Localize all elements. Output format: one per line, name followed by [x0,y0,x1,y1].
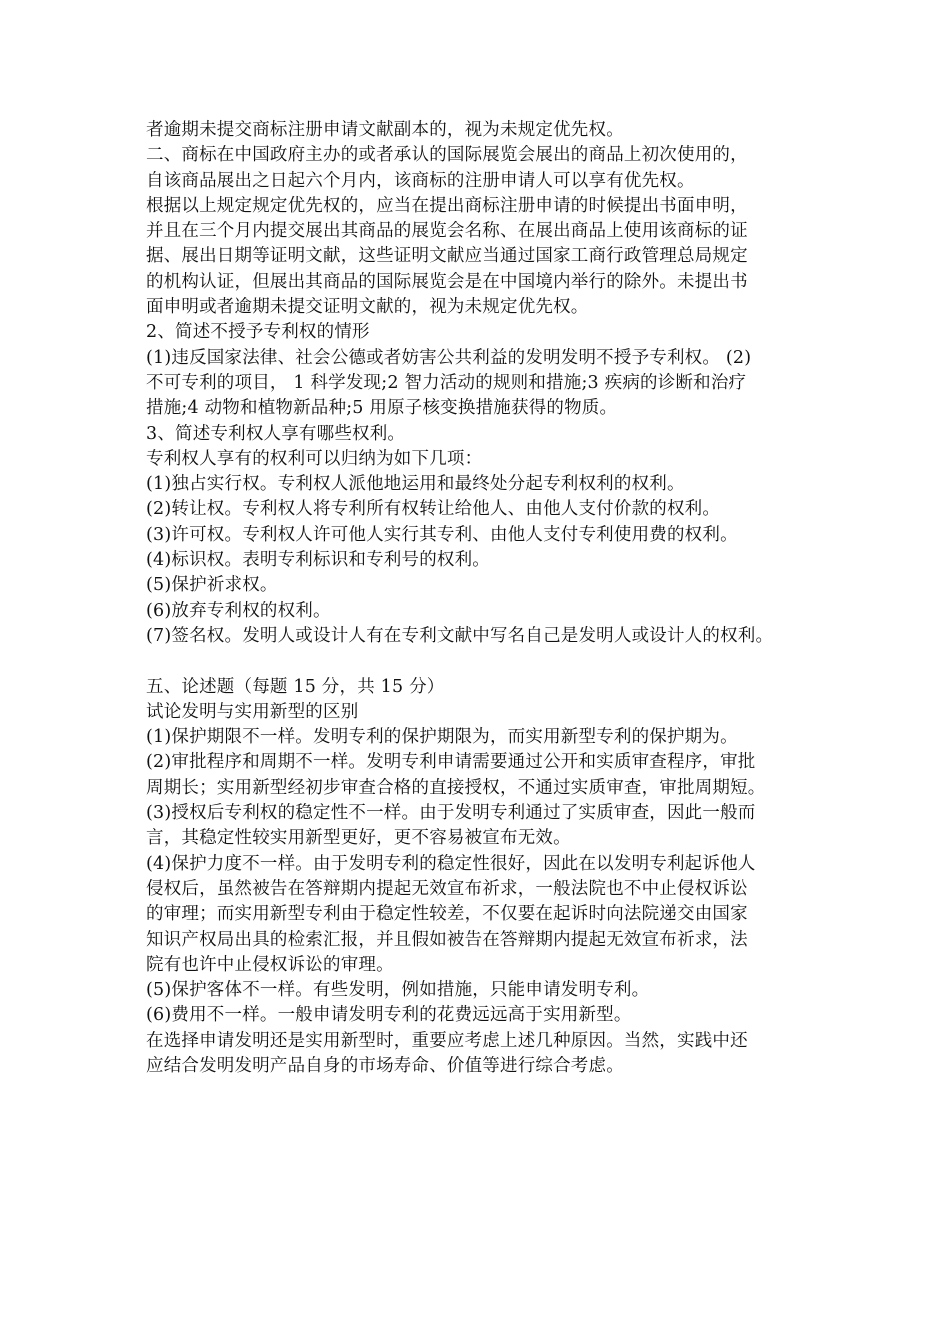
text-line: 言，其稳定性较实用新型更好，更不容易被宣布无效。 [146,828,571,849]
list-item: (1)独占实行权。专利权人派他地运用和最终处分起专利权利的权利。 [146,474,685,495]
question-title: 试论发明与实用新型的区别 [146,701,359,722]
no-patent-section [146,320,866,421]
essay-section [146,675,866,1080]
list-item: (5)保护祈求权。 [146,575,278,596]
list-item: (6)费用不一样。一般申请发明专利的花费远远高于实用新型。 [146,1005,632,1026]
section-heading: 3、简述专利权人享有哪些权利。 [146,423,406,444]
list-item: (2)转让权。专利权人将专利所有权转让给他人、由他人支付价款的权利。 [146,499,721,520]
section-heading: 2、简述不授予专利权的情形 [146,322,370,343]
text-line: 知识产权局出具的检索汇报，并且假如被告在答辩期内提起无效宣布祈求，法 [146,929,748,950]
text-line: 者逾期未提交商标注册申请文献副本的，视为未规定优先权。 [146,120,624,140]
list-item: (7)签名权。发明人或设计人有在专利文献中写名自己是发明人或设计人的权利。 [146,625,774,646]
text-line: 根据以上规定规定优先权的，应当在提出商标注册申请的时候提出书面申明， [146,195,748,216]
paragraph-gap [146,649,866,674]
text-line: 院有也许中止侵权诉讼的审理。 [146,954,394,975]
text-line: 在选择申请发明还是实用新型时，重要应考虑上述几种原因。当然，实践中还 [146,1030,748,1051]
text-line: 周期长；实用新型经初步审查合格的直接授权，不通过实质审查，审批周期短。 [146,777,766,798]
text-line: 侵权后，虽然被告在答辩期内提起无效宣布祈求，一般法院也不中止侵权诉讼 [146,878,748,899]
text-line: 措施;4 动物和植物新品种;5 用原子核变换措施获得的物质。 [146,398,618,419]
text-line: 的审理；而实用新型专利由于稳定性较差，不仅要在起诉时向法院递交由国家 [146,904,748,925]
text-line: (1)违反国家法律、社会公德或者妨害公共利益的发明发明不授予专利权。 (2) [146,347,752,368]
trademark-priority-section [146,118,866,320]
text-line: 的机构认证，但展出其商品的国际展览会是在中国境内举行的除外。未提出书 [146,271,748,292]
list-item: (1)保护期限不一样。发明专利的保护期限为，而实用新型专利的保护期为。 [146,727,738,748]
text-line: 不可专利的项目， 1 科学发现;2 智力活动的规则和措施;3 疾病的诊断和治疗 [146,372,747,393]
list-item: (2)审批程序和周期不一样。发明专利申请需要通过公开和实质审查程序，审批 [146,752,756,773]
patent-rights-section [146,422,866,650]
text-line: 专利权人享有的权利可以归纳为如下几项： [146,448,483,469]
list-item: (5)保护客体不一样。有些发明，例如措施，只能申请发明专利。 [146,980,650,1001]
list-item: (3)许可权。专利权人许可他人实行其专利、由他人支付专利使用费的权利。 [146,524,738,545]
text-line: 据、展出日期等证明文献，这些证明文献应当通过国家工商行政管理总局规定 [146,246,748,267]
text-line: 二、商标在中国政府主办的或者承认的国际展览会展出的商品上初次使用的， [146,145,748,166]
list-item: (3)授权后专利权的稳定性不一样。由于发明专利通过了实质审查，因此一般而 [146,803,756,824]
list-item: (4)标识权。表明专利标识和专利号的权利。 [146,550,490,571]
section-heading: 五、论述题（每题 15 分，共 15 分） [146,676,445,697]
list-item: (4)保护力度不一样。由于发明专利的稳定性很好，因此在以发明专利起诉他人 [146,853,756,874]
text-line: 应结合发明发明产品自身的市场寿命、价值等进行综合考虑。 [146,1055,624,1076]
text-line: 面申明或者逾期未提交证明文献的，视为未规定优先权。 [146,297,589,318]
list-item: (6)放弃专利权的权利。 [146,600,331,621]
text-line: 自该商品展出之日起六个月内，该商标的注册申请人可以享有优先权。 [146,170,695,191]
document-body [146,118,866,1079]
text-line: 并且在三个月内提交展出其商品的展览会名称、在展出商品上使用该商标的证 [146,221,748,242]
